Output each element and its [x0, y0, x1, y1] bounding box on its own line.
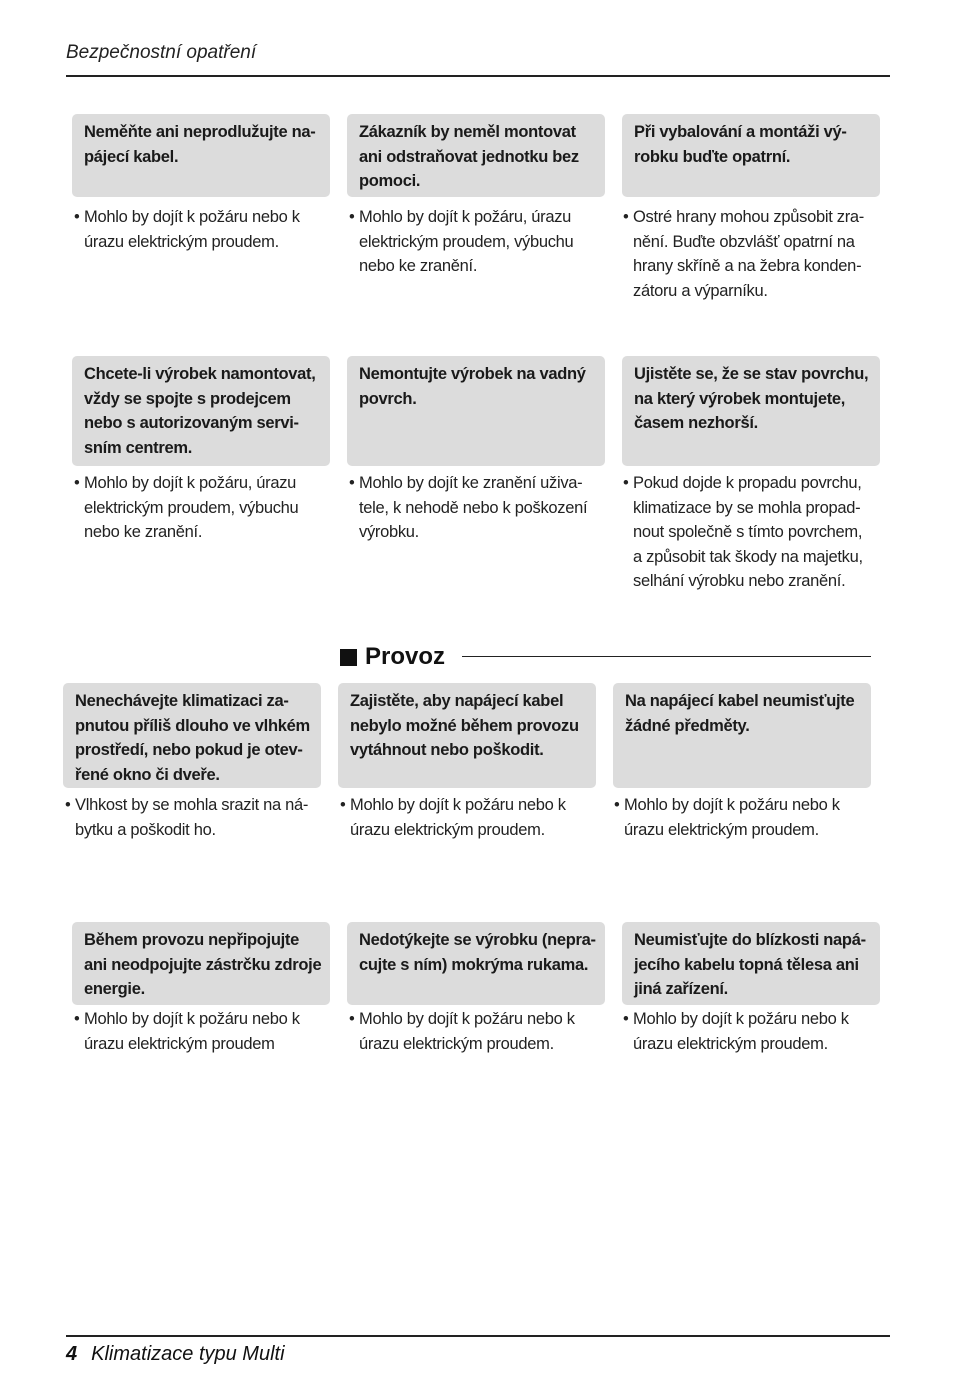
warning-box: Nemontujte výrobek na vadný povrch. [347, 356, 605, 466]
note-text: Mohlo by dojít k požáru, úrazu elektrickým proudem, výbuchu nebo ke zranění. [359, 208, 574, 275]
bullet: • [74, 1010, 80, 1028]
note-text: Mohlo by dojít k požáru nebo k úrazu elektrickým proudem. [84, 208, 300, 251]
square-bullet-icon [340, 649, 357, 666]
section-rule [462, 656, 871, 657]
note-text: Vlhkost by se mohla srazit na ná- bytku a poškodit ho. [75, 796, 309, 839]
footer-rule [66, 1335, 890, 1337]
warning-box: Nedotýkejte se výrobku (nepra- cujte s ním) mokrýma rukama. [347, 922, 605, 1005]
note-text: Mohlo by dojít k požáru nebo k úrazu elektrickým proudem. [633, 1010, 849, 1053]
bullet: • [74, 208, 80, 226]
warning-box: Při vybalování a montáži vý- robku buďte opatrní. [622, 114, 880, 197]
bullet: • [349, 208, 355, 226]
warning-box: Zákazník by neměl montovat ani odstraňovat jednotku bez pomoci. [347, 114, 605, 197]
bullet: • [614, 796, 620, 814]
warning-box: Zajistěte, aby napájecí kabel nebylo možné během provozu vytáhnout nebo poškodit. [338, 683, 596, 788]
note [74, 471, 334, 545]
warning-box: Neměňte ani neprodlužujte na- pájecí kabel. [72, 114, 330, 197]
note [340, 793, 600, 842]
warning-box: Ujistěte se, že se stav povrchu, na který výrobek montujete, časem nezhorší. [622, 356, 880, 466]
note-text: Pokud dojde k propadu povrchu, klimatizace by se mohla propad- nout společně s tímto povrchem, a způsobit tak škody na majetku, selhání výrobku nebo zranění. [633, 474, 863, 590]
note-text: Mohlo by dojít k požáru, úrazu elektrickým proudem, výbuchu nebo ke zranění. [84, 474, 299, 541]
note [623, 471, 883, 594]
note-text: Mohlo by dojít ke zranění uživa- tele, k nehodě nebo k poškození výrobku. [359, 474, 588, 541]
note [74, 1007, 334, 1056]
header-rule [66, 75, 890, 77]
warning-box: Neumisťujte do blízkosti napá- jecího kabelu topná tělesa ani jiná zařízení. [622, 922, 880, 1005]
note-text: Mohlo by dojít k požáru nebo k úrazu elektrickým proudem. [359, 1010, 575, 1053]
page-number: 4 [66, 1343, 78, 1365]
note [65, 793, 325, 842]
note-text: Mohlo by dojít k požáru nebo k úrazu elektrickým proudem [84, 1010, 300, 1053]
note-text: Mohlo by dojít k požáru nebo k úrazu elektrickým proudem. [624, 796, 840, 839]
section-title: Provoz [365, 643, 446, 670]
note [349, 205, 609, 279]
bullet: • [65, 796, 71, 814]
note-text: Ostré hrany mohou způsobit zra- nění. Buďte obzvlášť opatrní na hrany skříně a na žebra konden- zátoru a výparníku. [633, 208, 864, 300]
warning-box: Chcete-li výrobek namontovat, vždy se spojte s prodejcem nebo s autorizovaným servi- sním centrem. [72, 356, 330, 466]
bullet: • [623, 208, 629, 226]
note [623, 205, 883, 303]
note [349, 471, 609, 545]
section-heading [340, 643, 445, 671]
bullet: • [623, 1010, 629, 1028]
warning-box: Nenechávejte klimatizaci za- pnutou příliš dlouho ve vlhkém prostředí, nebo pokud je otev- řené okno či dveře. [63, 683, 321, 788]
bullet: • [340, 796, 346, 814]
footer-title: Klimatizace typu Multi [91, 1343, 285, 1365]
bullet: • [74, 474, 80, 492]
bullet: • [349, 474, 355, 492]
warning-box: Na napájecí kabel neumisťujte žádné předměty. [613, 683, 871, 788]
note [614, 793, 874, 842]
page-header-title: Bezpečnostní opatření [66, 42, 257, 63]
warning-box: Během provozu nepřipojujte ani neodpojujte zástrčku zdroje energie. [72, 922, 330, 1005]
note [623, 1007, 883, 1056]
bullet: • [349, 1010, 355, 1028]
page-footer [66, 1343, 285, 1366]
note [74, 205, 334, 254]
bullet: • [623, 474, 629, 492]
note-text: Mohlo by dojít k požáru nebo k úrazu elektrickým proudem. [350, 796, 566, 839]
note [349, 1007, 609, 1056]
